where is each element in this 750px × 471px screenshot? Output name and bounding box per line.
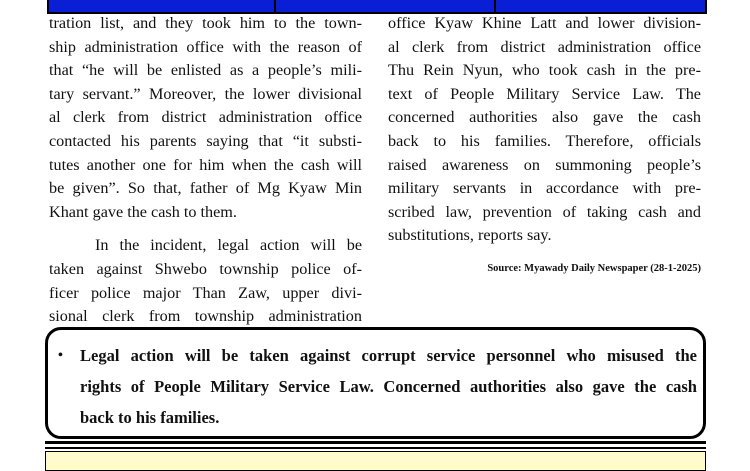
text-line: be given”. So that, father of Mg Kyaw Min xyxy=(49,179,362,198)
text-line: al clerk from district administration office xyxy=(388,37,701,56)
divider-rule xyxy=(45,447,706,449)
right-paragraph xyxy=(388,12,701,248)
divider-rule xyxy=(45,441,706,444)
text-line: taken against Shwebo township police of- xyxy=(49,259,362,278)
summary-callout-box xyxy=(45,327,706,439)
text-line: military servants in accordance with pre- xyxy=(388,179,701,198)
text-line: scribed law, prevention of taking cash and xyxy=(388,202,701,221)
callout-bullet-item xyxy=(58,340,697,433)
right-column xyxy=(388,12,701,248)
text-line: back to his families. Therefore, officials xyxy=(388,131,701,150)
text-line: tary servant.” Moreover, the lower divisional xyxy=(49,84,362,103)
text-line: contacted his parents saying that “it substi- xyxy=(49,131,362,150)
text-line: Khant gave the cash to them. xyxy=(49,202,237,221)
text-line: tration list, and they took him to the town- xyxy=(49,14,362,32)
callout-line: Legal action will be taken against corrupt service personnel who misused the xyxy=(80,346,697,365)
callout-line: rights of People Military Service Law. Concerned authorities also gave the cash xyxy=(80,377,697,396)
left-paragraph-2 xyxy=(49,234,362,328)
text-line: substitutions, reports say. xyxy=(388,226,552,245)
next-section-box xyxy=(45,451,706,471)
text-line: tutes another one for him when the cash will xyxy=(49,155,362,174)
text-line: Thu Rein Nyun, who took cash in the pre- xyxy=(388,61,701,80)
text-line: In the incident, legal action will be xyxy=(95,236,362,255)
text-line: that “he will be enlisted as a people’s mili- xyxy=(49,61,362,80)
text-line: office Kyaw Khine Latt and lower division- xyxy=(388,14,701,32)
text-line: sional clerk from township administration xyxy=(49,307,362,326)
callout-line: back to his families. xyxy=(80,408,220,427)
text-line: text of People Military Service Law. The xyxy=(388,84,701,103)
left-paragraph-1 xyxy=(49,12,362,224)
source-citation: Source: Myawady Daily Newspaper (28-1-2025) xyxy=(487,263,701,274)
text-line: raised awareness on summoning people’s xyxy=(388,155,701,174)
bullet-icon: • xyxy=(58,348,63,363)
left-column xyxy=(49,12,362,329)
text-line: concerned authorities also gave the cash xyxy=(388,108,701,127)
text-line: al clerk from district administration office xyxy=(49,108,362,127)
text-line: ship administration office with the reason of xyxy=(49,37,362,56)
text-line: ficer police major Than Zaw, upper divi- xyxy=(49,283,362,302)
